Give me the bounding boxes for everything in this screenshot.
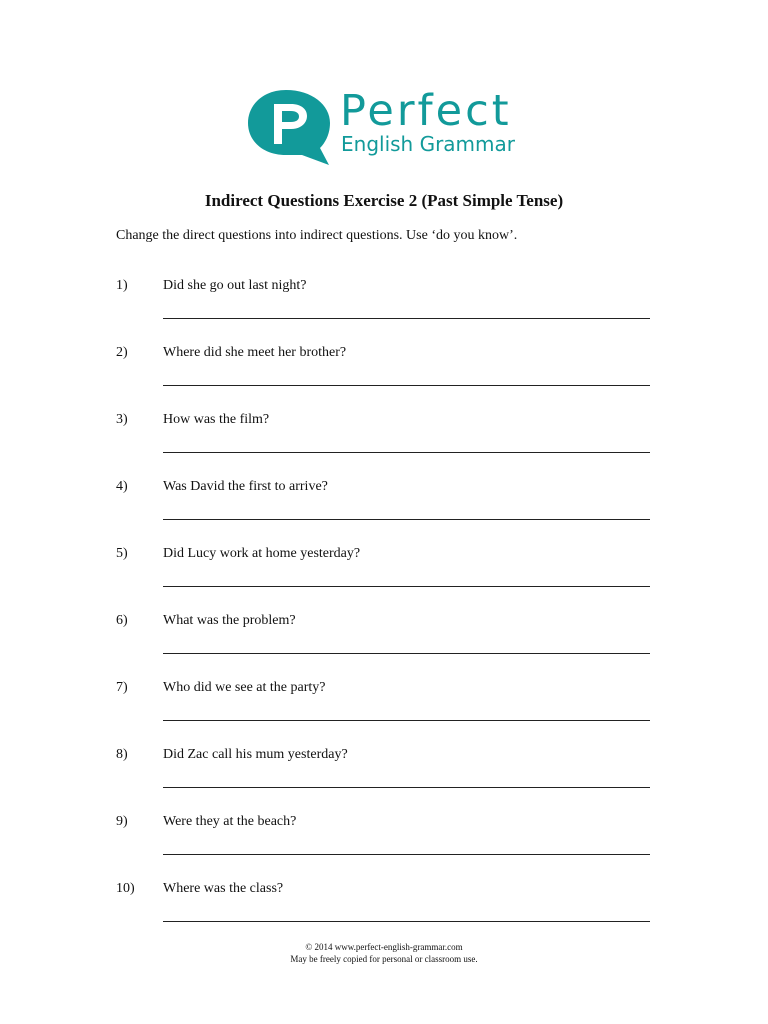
footer bbox=[0, 941, 768, 965]
question-number: 2) bbox=[116, 345, 128, 360]
answer-line[interactable] bbox=[163, 318, 650, 319]
question-text: How was the film? bbox=[163, 412, 270, 427]
question-number: 4) bbox=[116, 479, 128, 494]
question-number: 1) bbox=[116, 278, 128, 293]
question-text: Where did she meet her brother? bbox=[163, 345, 347, 360]
question-text: Where was the class? bbox=[163, 881, 284, 896]
question-text: Did Zac call his mum yesterday? bbox=[163, 747, 348, 762]
answer-line[interactable] bbox=[163, 921, 650, 922]
question-number: 10) bbox=[116, 881, 135, 896]
brand-name: Perfect bbox=[340, 86, 512, 136]
question-item bbox=[0, 680, 768, 740]
copyright-line: © 2014 www.perfect-english-grammar.com bbox=[305, 942, 463, 952]
question-number: 5) bbox=[116, 546, 128, 561]
question-text: What was the problem? bbox=[163, 613, 296, 628]
question-number: 8) bbox=[116, 747, 128, 762]
answer-line[interactable] bbox=[163, 653, 650, 654]
question-text: Was David the first to arrive? bbox=[163, 479, 328, 494]
page-title: Indirect Questions Exercise 2 (Past Simple Tense) bbox=[204, 191, 564, 210]
question-item bbox=[0, 546, 768, 606]
question-item bbox=[0, 881, 768, 941]
question-number: 7) bbox=[116, 680, 128, 695]
answer-line[interactable] bbox=[163, 586, 650, 587]
question-text: Did she go out last night? bbox=[163, 278, 307, 293]
answer-line[interactable] bbox=[163, 519, 650, 520]
brand-subtitle: English Grammar bbox=[341, 132, 515, 156]
question-text: Did Lucy work at home yesterday? bbox=[163, 546, 361, 561]
question-item bbox=[0, 613, 768, 673]
question-item bbox=[0, 345, 768, 405]
answer-line[interactable] bbox=[163, 385, 650, 386]
question-item bbox=[0, 747, 768, 807]
question-number: 3) bbox=[116, 412, 128, 427]
question-text: Were they at the beach? bbox=[163, 814, 297, 829]
question-item bbox=[0, 814, 768, 874]
answer-line[interactable] bbox=[163, 720, 650, 721]
question-item bbox=[0, 479, 768, 539]
answer-line[interactable] bbox=[163, 452, 650, 453]
usage-note: May be freely copied for personal or classroom use. bbox=[290, 954, 478, 964]
answer-line[interactable] bbox=[163, 787, 650, 788]
instructions: Change the direct questions into indirect questions. Use ‘do you know’. bbox=[116, 228, 518, 243]
answer-line[interactable] bbox=[163, 854, 650, 855]
question-text: Who did we see at the party? bbox=[163, 680, 326, 695]
question-number: 9) bbox=[116, 814, 128, 829]
question-item bbox=[0, 412, 768, 472]
question-item bbox=[0, 278, 768, 338]
question-number: 6) bbox=[116, 613, 128, 628]
